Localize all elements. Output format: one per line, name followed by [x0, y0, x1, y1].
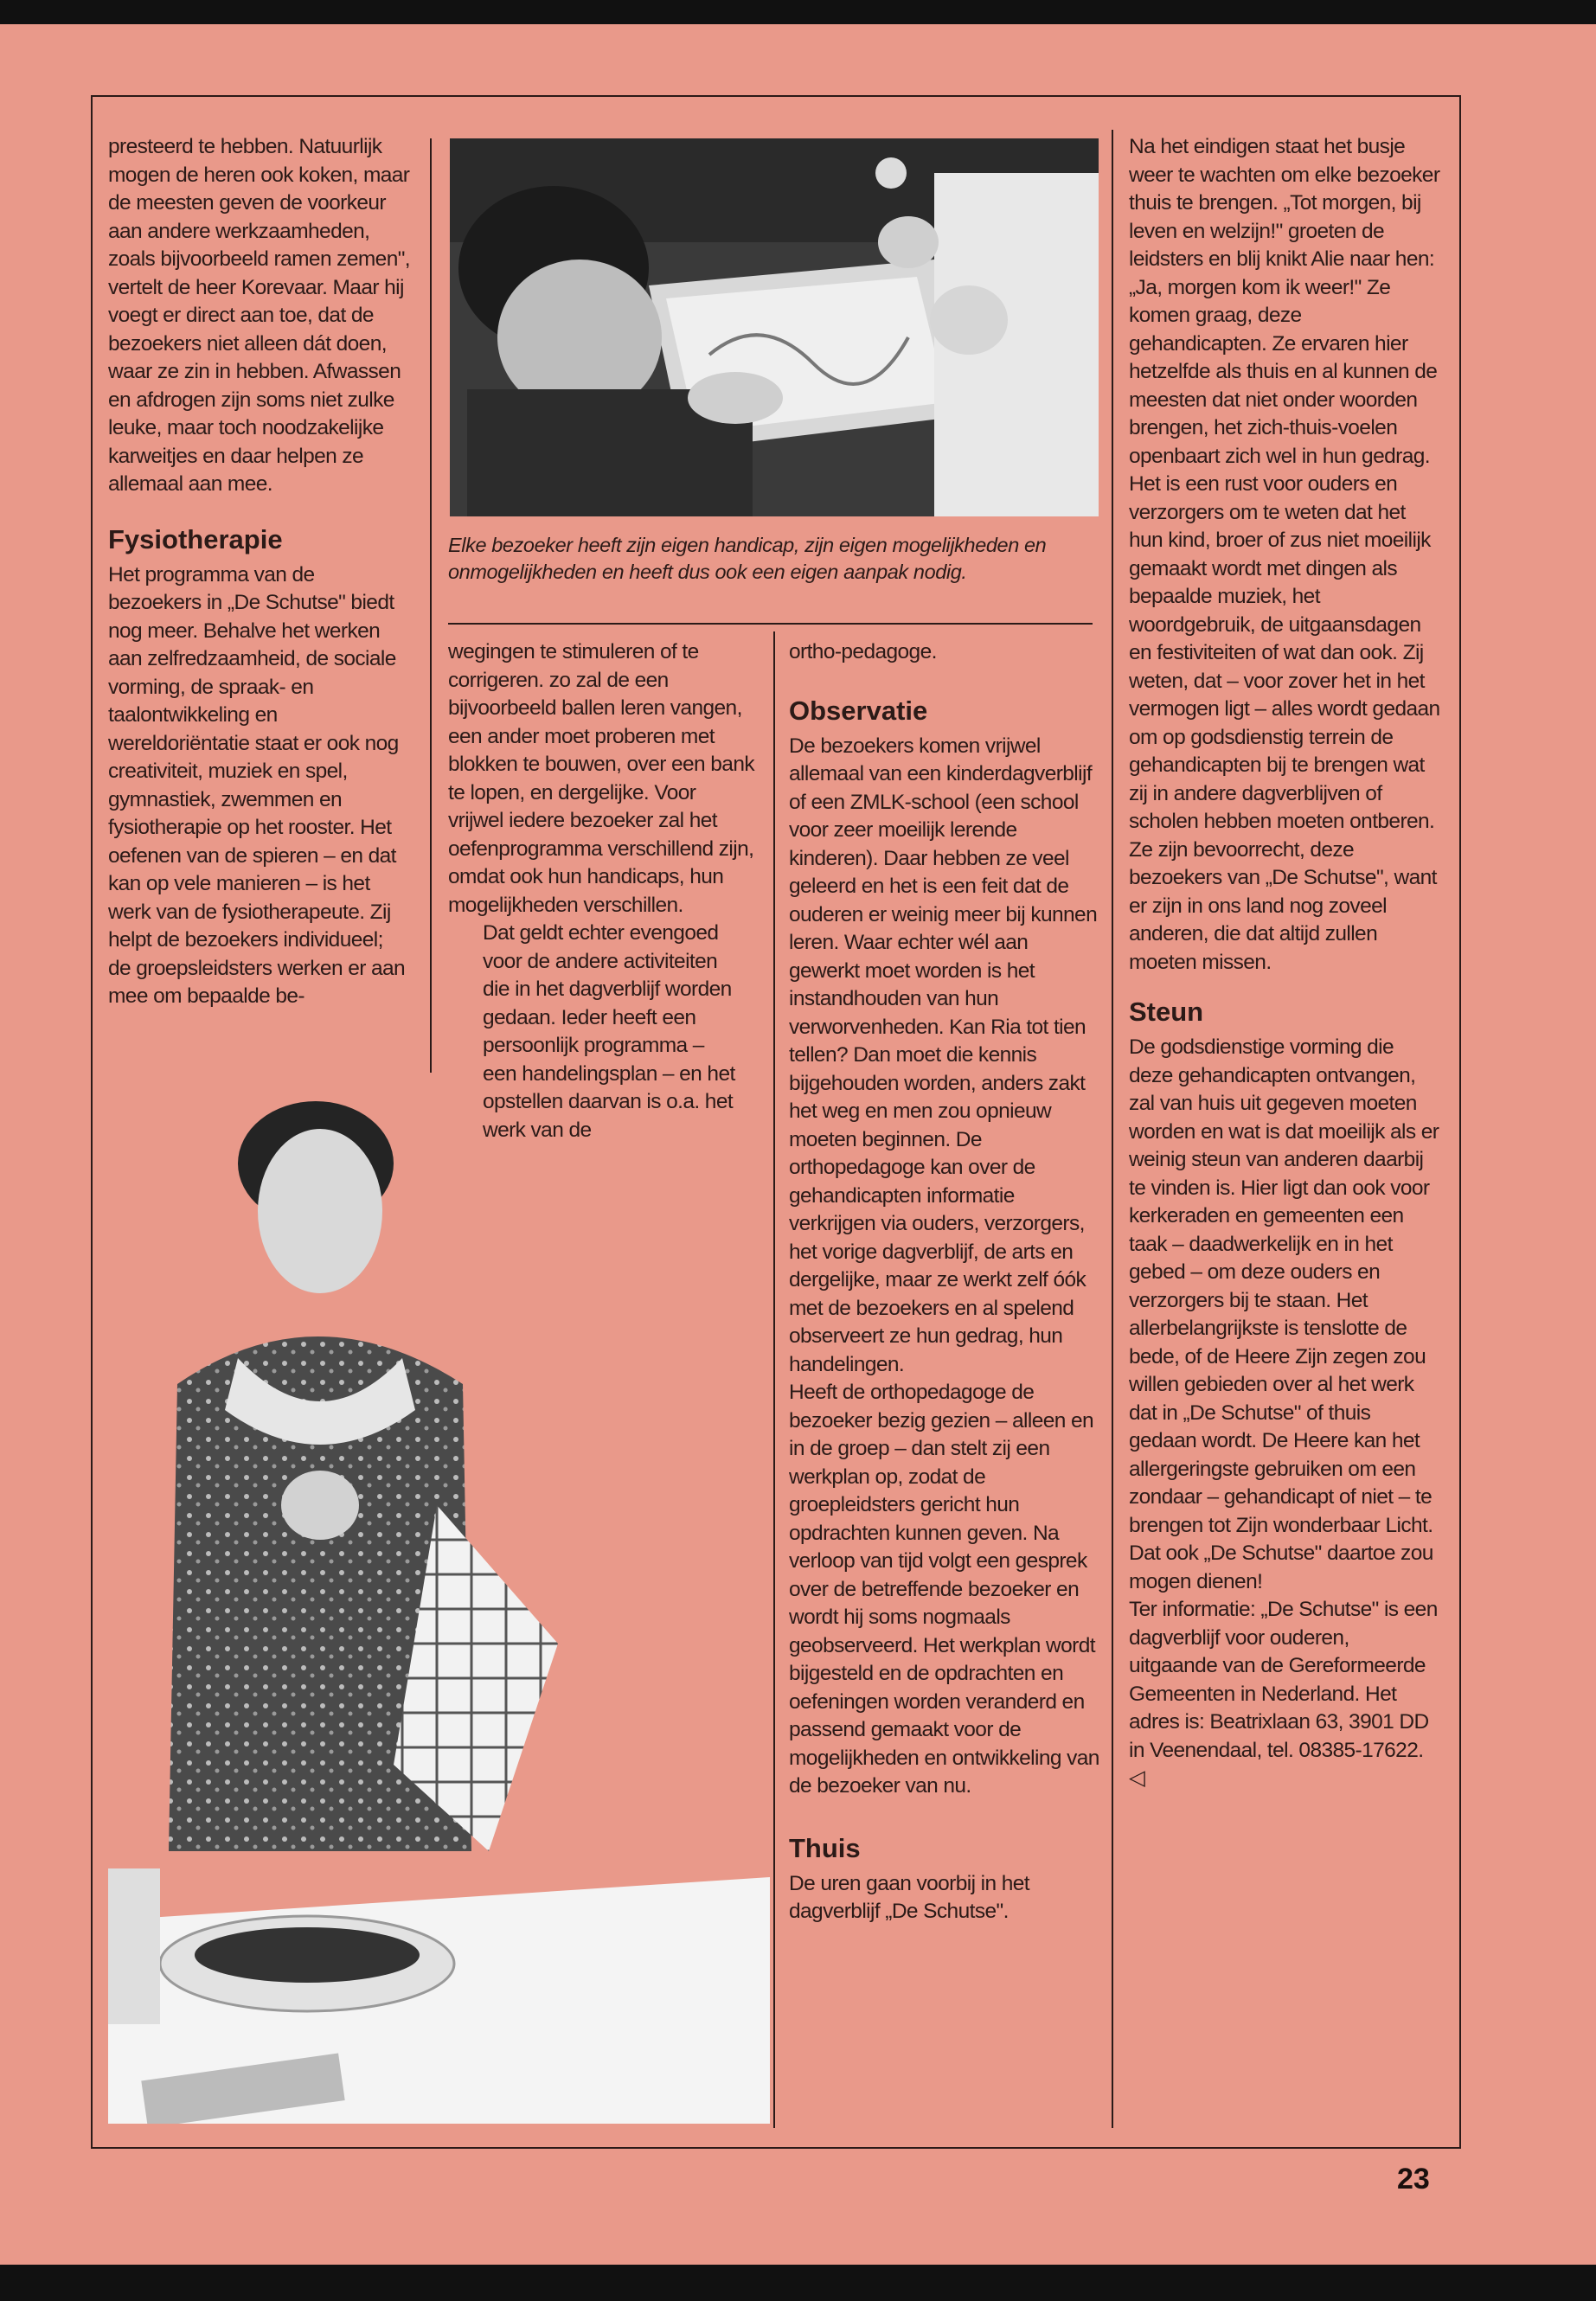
col3-paragraph-4: De uren gaan voorbij in het dagverblijf „De Schutse".	[789, 1871, 1029, 1923]
col3-paragraph-2: De bezoekers komen vrijwel allemaal van een kinderdagverblijf of een ZMLK-school (een school voor zeer moeilijk lerende kinderen). Daar hebben ze veel geleerd en het is een feit dat de ouderen er weinig meer bij kunnen leren. Waar echter wél aan gewerkt moet worden is het instandhouden van hun verworvenheden. Kan Ria tot tien tellen? Dan moet die kennis bijgehouden worden, anders zakt het weg en men zou opnieuw moeten beginnen. De orthopedagoge kan over de gehandicapten informatie verkrijgen via ouders, verzorgers, het vorige dagverblijf, de arts en dergelijke, maar ze werkt zelf óók met de bezoekers en al spelend observeert ze hun gedrag, hun handelingen.	[789, 734, 1098, 1376]
column-rule-1	[430, 138, 432, 1073]
heading-thuis: Thuis	[789, 1832, 861, 1863]
heading-observatie: Observatie	[789, 695, 928, 726]
column-rule-2	[773, 631, 775, 2128]
column-3	[789, 638, 1100, 1926]
col4-paragraph-4: Ter informatie: „De Schutse" is een dagverblijf voor ouderen, uitgaande van de Gereformeerde Gemeenten in Nederland. Het adres is: Beatrixlaan 63, 3901 DD in Veenendaal, tel. 08385-17622. ◁	[1129, 1598, 1438, 1790]
column-rule-3	[1112, 130, 1113, 2128]
col3-paragraph-3: Heeft de orthopedagoge de bezoeker bezig gezien – alleen en in de groep – dan stelt zij een werkplan op, zodat de groepleidsters gericht hun opdrachten kunnen geven. Na verloop van tijd volgt een gesprek over de betreffende bezoeker en wordt hij soms nogmaals geobserveerd. Het werkplan wordt bijgesteld en de opdrachten en oefeningen worden veranderd en passend gemaakt voor de mogelijkheden en ontwikkeling van de bezoeker van nu.	[789, 1381, 1099, 1798]
caption-rule	[448, 623, 1093, 625]
photo-woman-drying-dishes	[108, 1073, 770, 2124]
photo-caption: Elke bezoeker heeft zijn eigen handicap, zijn eigen mogelijkheden en onmogelijkheden en heeft dus ook een eigen aanpak nodig.	[448, 534, 1047, 583]
photo-workshop	[450, 138, 1099, 516]
column-1	[108, 133, 420, 1011]
column-2	[448, 638, 755, 1144]
heading-steun: Steun	[1129, 997, 1204, 1027]
column-4	[1129, 133, 1440, 1793]
col1-paragraph-1: presteerd te hebben. Natuurlijk mogen de heren ook koken, maar de meesten geven de voorkeur aan andere werkzaamheden, zoals bijvoorbeeld ramen zemen", vertelt de heer Korevaar. Maar hij voegt er direct aan toe, dat de bezoekers niet alleen dát doen, waar ze zin in hebben. Afwassen en afdrogen zijn soms niet zulke leuke, maar toch noodzakelijke karweitjes en daar helpen ze allemaal aan mee.	[108, 135, 411, 496]
page-number: 23	[1397, 2163, 1430, 2195]
col4-paragraph-2: Ze zijn bevoorrecht, deze bezoekers van „De Schutse", want er zijn in ons land nog zoveel anderen, die dat altijd zullen moeten missen.	[1129, 837, 1437, 974]
col3-paragraph-1: ortho-pedagoge.	[789, 640, 937, 663]
col4-paragraph-1: Na het eindigen staat het busje weer te wachten om elke bezoeker thuis te brengen. „Tot morgen, bij leven en welzijn!" groeten de leidsters en blij knikt Alie naar hen: „Ja, morgen kom ik weer!" Ze komen graag, deze gehandicapten. Ze ervaren hier hetzelfde als thuis en al kunnen de meesten dat niet onder woorden brengen, het zich-thuis-voelen openbaart zich wel in hun gedrag. Het is een rust voor ouders en verzorgers om te weten dat het hun kind, broer of zus niet moeilijk gemaakt wordt met dingen als bepaalde muziek, het woordgebruik, de uitgaansdagen en festiviteiten of wat dan ook. Zij weten, dat – voor zover het in het vermogen ligt – alles wordt gedaan om op godsdienstig terrein de gehandicapten bij te brengen wat zij in andere dagverblijven of scholen hebben moeten ontberen.	[1129, 135, 1440, 833]
col2-paragraph-2: Dat geldt echter evengoed voor de andere activiteiten die in het dagverblijf worden gedaan. Ieder heeft een persoonlijk programma – een handelingsplan – en het opstellen daarvan is o.a. het werk van de	[483, 921, 735, 1142]
col4-paragraph-3: De godsdienstige vorming die deze gehandicapten ontvangen, zal van huis uit gegeven moeten worden en wat is dat moeilijk als er weinig steun van anderen daarbij te vinden is. Hier ligt dan ook voor kerkeraden en gemeenten een taak – daadwerkelijk en in het gebed – om deze ouders en verzorgers bij te staan. Het allerbelangrijkste is tenslotte de bede, of de Heere Zijn zegen zou willen gebieden over al het werk dat in „De Schutse" of thuis gedaan wordt. De Heere kan het allergeringste gebruiken om een zondaar – gehandicapt of niet – te brengen tot Zijn wonderbaar Licht. Dat ook „De Schutse" daartoe zou mogen dienen!	[1129, 1035, 1439, 1593]
heading-fysiotherapie: Fysiotherapie	[108, 523, 283, 554]
col2-paragraph-1: wegingen te stimuleren of te corrigeren. zo zal de een bijvoorbeeld ballen leren vangen, een ander moet proberen met blokken te bouwen, over een bank te lopen, en dergelijke. Voor vrijwel iedere bezoeker zal het oefenprogramma verschillend zijn, omdat ook hun handicaps, hun mogelijkheden verschillen.	[448, 640, 755, 917]
col1-paragraph-2: Het programma van de bezoekers in „De Schutse" biedt nog meer. Behalve het werken aan zelfredzaamheid, de sociale vorming, de spraak- en taalontwikkeling en wereldoriëntatie staat er ook nog creativiteit, muziek en spel, gymnastiek, zwemmen en fysiotherapie op het rooster. Het oefenen van de spieren – en dat kan op vele manieren – is het werk van de fysiotherapeute. Zij helpt de bezoekers individueel; de groepsleidsters werken er aan mee om bepaalde be-	[108, 562, 406, 1008]
